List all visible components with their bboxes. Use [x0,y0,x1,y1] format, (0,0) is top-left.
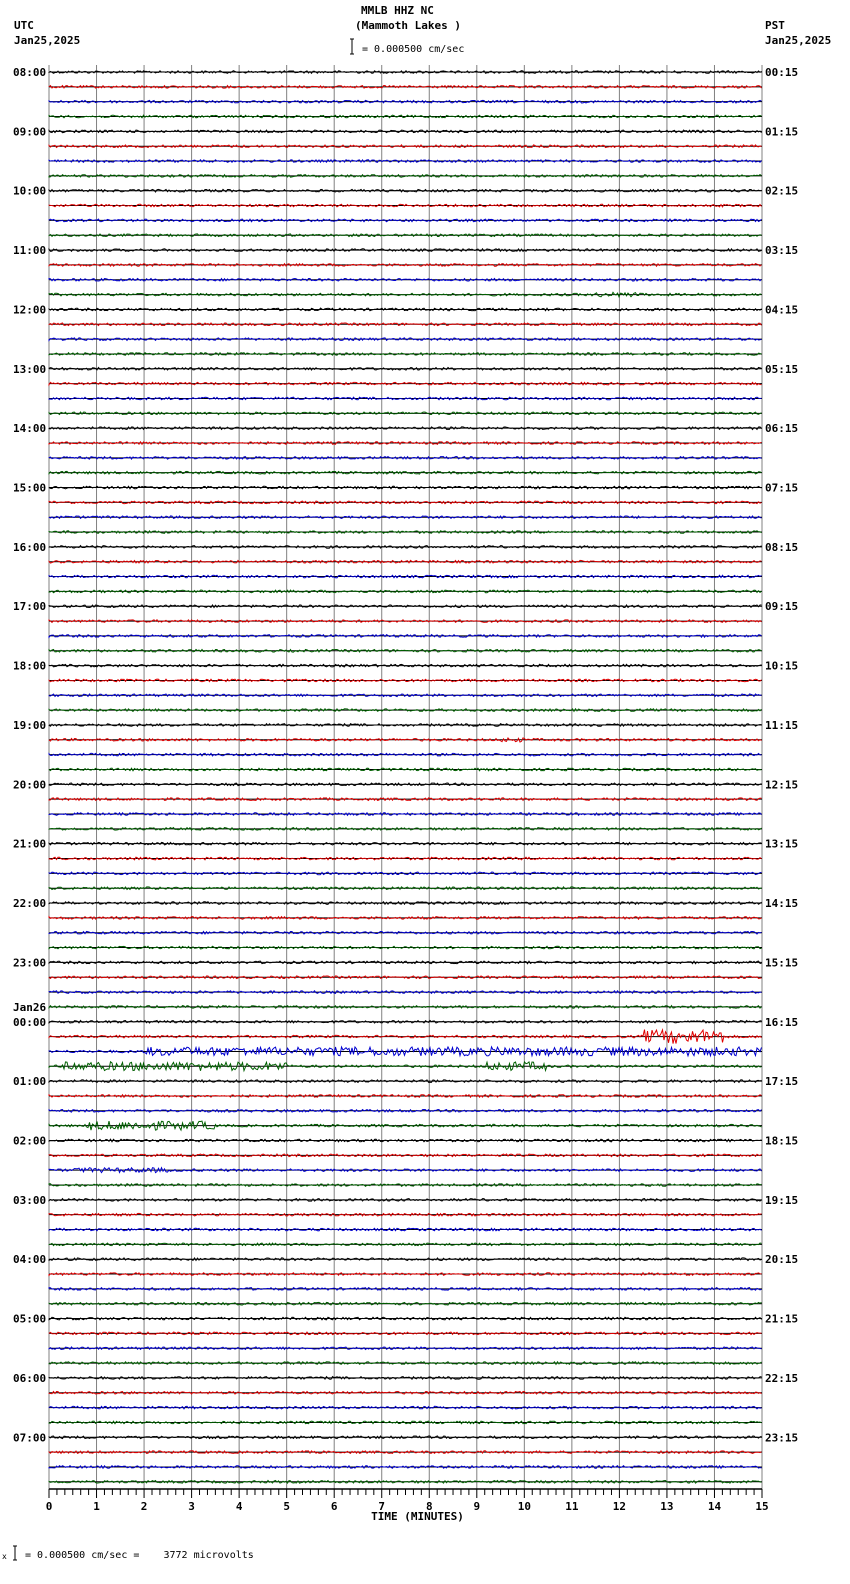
station-location: (Mammoth Lakes ) [355,19,461,32]
pst-hour-label: 08:15 [765,540,799,554]
pst-hour-label: 02:15 [765,184,799,198]
pst-hour-label: 00:15 [765,66,799,79]
x-tick-label: 13 [660,1500,674,1513]
x-tick-label: 8 [425,1500,433,1513]
pst-hour-label: 12:15 [765,778,799,792]
footer-prefix: x [2,1552,7,1561]
seismic-trace [49,605,762,608]
pst-hour-label: 14:15 [765,897,799,911]
utc-hour-label: 17:00 [13,600,47,614]
x-tick-label: 10 [517,1500,531,1513]
pst-hour-label: 03:15 [765,244,799,258]
pst-hour-label: 22:15 [765,1371,799,1385]
pst-hour-label: 19:15 [765,1193,799,1207]
seismic-trace [49,382,762,385]
pst-hour-label: 15:15 [765,956,799,970]
pst-hour-label: 13:15 [765,837,799,851]
seismic-trace [49,620,762,623]
x-tick-label: 7 [378,1500,386,1513]
utc-hour-label: 21:00 [13,837,47,851]
seismic-trace [49,531,762,534]
pst-hour-label: 04:15 [765,303,799,317]
utc-hour-label: 15:00 [13,481,47,495]
x-tick-label: 15 [755,1500,769,1513]
date-change-label: Jan26 [13,1000,47,1014]
utc-hour-label: 09:00 [13,125,47,139]
x-tick-label: 6 [330,1500,338,1513]
seismic-trace [49,842,762,845]
pst-hour-label: 16:15 [765,1015,799,1029]
utc-hour-label: 12:00 [13,303,47,317]
utc-hour-label: 01:00 [13,1075,47,1089]
right-timezone: PST [765,19,785,32]
pst-hour-label: 23:15 [765,1431,799,1445]
utc-hour-label: 11:00 [13,244,47,258]
station-title: MMLB HHZ NC [361,4,434,17]
seismic-trace [49,486,762,489]
x-tick-label: 2 [140,1500,148,1513]
utc-hour-label: 07:00 [13,1431,47,1445]
pst-hour-label: 20:15 [765,1253,799,1267]
utc-hour-label: 04:00 [13,1253,47,1267]
left-timezone: UTC [14,19,34,32]
pst-hour-label: 07:15 [765,481,799,495]
footer-scale-label: = 0.000500 cm/sec = 3772 microvolts [25,1550,254,1561]
pst-hour-label: 01:15 [765,125,799,139]
utc-hour-label: 19:00 [13,718,47,732]
pst-hour-label: 09:15 [765,600,799,614]
x-tick-label: 11 [565,1500,579,1513]
seismic-trace [49,175,762,178]
scale-label: = 0.000500 cm/sec [362,44,465,55]
seismic-trace [49,917,762,920]
pst-hour-label: 11:15 [765,718,799,732]
x-tick-label: 0 [45,1500,53,1513]
x-tick-label: 9 [473,1500,481,1513]
pst-hour-label: 17:15 [765,1075,799,1089]
x-tick-label: 3 [188,1500,195,1513]
utc-hour-label: 22:00 [13,897,47,911]
x-tick-label: 1 [93,1500,100,1513]
utc-hour-label: 00:00 [13,1015,47,1029]
seismic-trace [49,1184,762,1187]
utc-hour-label: 05:00 [13,1312,47,1326]
left-date: Jan25,2025 [14,34,81,47]
utc-hour-label: 20:00 [13,778,47,792]
seismic-trace [49,783,762,786]
x-axis-title: TIME (MINUTES) [371,1510,464,1523]
seismic-trace [49,1362,762,1365]
pst-hour-label: 21:15 [765,1312,799,1326]
seismic-trace [49,130,762,133]
x-tick-label: 4 [235,1500,243,1513]
pst-hour-label: 05:15 [765,362,799,376]
utc-hour-label: 08:00 [13,66,47,79]
pst-hour-label: 06:15 [765,422,799,436]
x-tick-label: 12 [612,1500,627,1513]
utc-hour-label: 18:00 [13,659,47,673]
seismic-trace [49,501,762,504]
utc-hour-label: 14:00 [13,422,47,436]
pst-hour-label: 10:15 [765,659,799,673]
utc-hour-label: 16:00 [13,540,47,554]
seismic-trace [49,635,762,638]
utc-hour-label: 23:00 [13,956,47,970]
utc-hour-label: 06:00 [13,1371,47,1385]
utc-hour-label: 10:00 [13,184,47,198]
seismic-trace [49,323,762,326]
x-tick-label: 14 [707,1500,722,1513]
x-tick-label: 5 [283,1500,290,1513]
utc-hour-label: 03:00 [13,1193,47,1207]
right-date: Jan25,2025 [765,34,832,47]
seismic-trace [49,86,762,89]
utc-hour-label: 13:00 [13,362,47,376]
utc-hour-label: 02:00 [13,1134,47,1148]
seismic-trace [49,546,762,549]
pst-hour-label: 18:15 [765,1134,799,1148]
